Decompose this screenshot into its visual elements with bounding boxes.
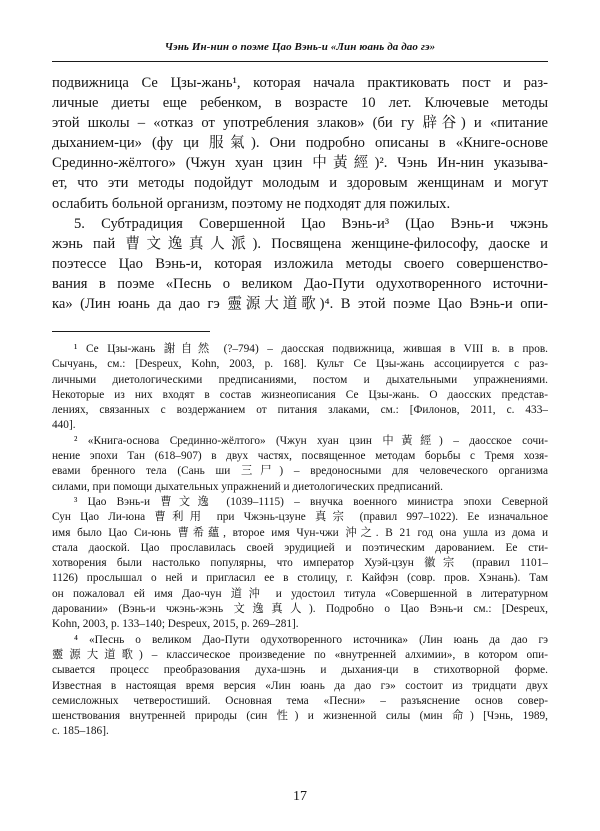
footnote-line: Некоторые из них входят в состав жизнеописания Се Цзы-жань. О даосских представ- <box>52 388 548 401</box>
footnote-line: Сун Цао Ли-юна 曹利用 при Чжэнь-цзуне 真宗 (правил 997–1022). Ее изначальное <box>52 511 548 524</box>
main-text <box>52 73 548 314</box>
footnote-line: 440]. <box>52 419 76 432</box>
body-line: Срединно-жёлтого» (Чжун хуан цзин 中黃經)². Чэнь Ин-нин указыва- <box>52 155 548 172</box>
footnote-line: семисложных четверостиший. Основная тема «Песни» – разъяснение основ совер- <box>52 694 548 707</box>
footnote-line: имя было Цао Си-юнь 曹希蘊, второе имя Чун-чжи 沖之. В 21 год она ушла из дома и <box>52 526 548 539</box>
footnote-line: евами бренного тела (Сань ши 三尸) – вредоносными для человеческого организма <box>52 465 548 478</box>
footnotes <box>52 342 548 740</box>
body-line: поэтессе Цао Вэнь-и, которая изложила методы своего совершенство- <box>52 255 548 272</box>
footnote-line: сывается процесс преобразования духа-шэнь и дыхания-ци в стихотворной форме. <box>52 664 548 677</box>
footnote-rule <box>52 331 210 332</box>
body-line: дыханием-ци» (фу ци 服氣). Они подробно описаны в «Книге-основе <box>52 135 548 152</box>
body-line: этой школы – «отказ от употребления злаков» (би гу 辟谷) и «питание <box>52 115 548 132</box>
body-line-subtradition-heading: 5. Субтрадиция Совершенной Цао Вэнь-и³ (Цао Вэнь-и чжэнь <box>74 215 548 232</box>
footnote-line: даровании» (Вэнь-и чжэнь-жэнь 文逸真人). Подробно о Цао Вэнь-и см.: [Despeux, <box>52 603 548 616</box>
footnote-line: хотворения были настолько популярны, что император Хуэй-цзун 徽宗 (правил 1101– <box>52 557 548 570</box>
footnote-line: личными диетологическими предписаниями, постом и дыхательными упражнениями. <box>52 373 548 386</box>
footnote-line: нение эпохи Тан (618–907) в двух частях, посвященное методам борьбы с Тремя хозя- <box>52 450 548 463</box>
footnote-line: Известная в настоящая время версия «Лин юань да дао гэ» состоит из тридцати двух <box>52 679 548 692</box>
footnote-line: ¹ Се Цзы-жань 謝自然 (?–794) – даосская подвижница, жившая в VIII в. в пров. <box>74 343 548 355</box>
footnote-line: стала даоской. Цао прославилась своей эрудицией и поэтическим дарованием. Ее сти- <box>52 541 548 554</box>
footnote-line: Kohn, 2003, p. 133–140; Despeux, 2015, p. 269–281]. <box>52 618 299 631</box>
footnote-line: 1126) прослышал о ней и пригласил ее в столицу, г. Кайфэн (совр. пров. Хэнань). Там <box>52 572 548 585</box>
footnote-line: лениях, связанных с воздержанием от питания злаками, см.: [Филонов, 2011, с. 433– <box>52 404 548 417</box>
footnote-line: он пожаловал ей имя Дао-чун 道沖 и удостоил титула «Совершенной в литературном <box>52 587 548 600</box>
body-line: ет, что эти методы подойдут молодым и здоровым женщинам и могут <box>52 175 548 192</box>
body-line: вания в поэме «Песнь о великом Дао-Пути одухотворенного источни- <box>52 275 548 292</box>
footnote-line: 靈源大道歌) – классическое произведение по «внутренней алхимии», в котором опи- <box>52 648 548 661</box>
body-line: подвижница Се Цзы-жань¹, которая начала практиковать пост и раз- <box>52 75 548 91</box>
body-line: жэнь пай 曹文逸真人派). Посвящена женщине-философу, даоске и <box>52 235 548 252</box>
header-rule <box>52 61 548 62</box>
page-number: 17 <box>293 789 307 804</box>
footnote-line: шенствования внутренней природы (син 性) и жизненной силы (мин 命) [Чэнь, 1989, <box>52 710 548 723</box>
body-line: личные диеты еще ребенком, в возрасте 10 лет. Ключевые методы <box>52 95 548 112</box>
footnote-line: ² «Книга-основа Срединно-жёлтого» (Чжун хуан цзин 中黃經) – даосское сочи- <box>74 434 548 447</box>
footnote-line: силами, при помощи дыхательных упражнений и диетологических предписаний. <box>52 480 444 493</box>
footnote-line: ⁴ «Песнь о великом Дао-Пути одухотворенного источника» (Лин юань да дао гэ <box>74 633 548 646</box>
body-line: ка» (Лин юань да дао гэ 靈源大道歌)⁴. В этой поэме Цао Вэнь-и опи- <box>52 296 548 313</box>
footnote-line: с. 185–186]. <box>52 725 109 738</box>
body-line: ослабить больной организм, поэтому не подходят для пожилых. <box>52 195 451 212</box>
running-header: Чэнь Ин-нин о поэме Цао Вэнь-и «Лин юань да дао гэ» <box>164 41 436 53</box>
footnote-line: ³ Цао Вэнь-и 曹文逸 (1039–1115) – внучка военного министра эпохи Северной <box>74 495 548 508</box>
footnote-line: Сычуань, см.: [Despeux, Kohn, 2003, p. 168]. Культ Се Цзы-жань ассоциируется с раз- <box>52 358 548 371</box>
